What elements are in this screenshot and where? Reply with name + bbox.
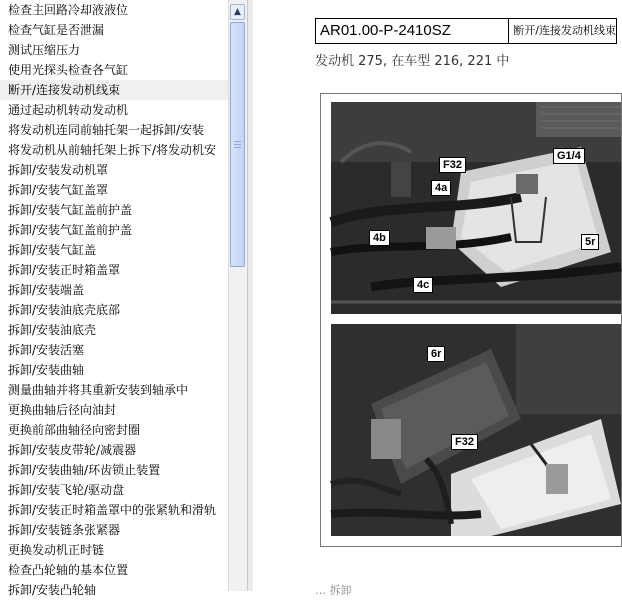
engine-photo-bottom: [331, 324, 621, 536]
toc-item[interactable]: 更换发动机正时链: [8, 543, 105, 557]
toc-item[interactable]: 通过起动机转动发动机: [8, 103, 129, 117]
engine-harness-figure: [320, 93, 622, 547]
document-page: [253, 0, 616, 597]
toc-panel: [0, 0, 248, 597]
callout-label: 5r: [581, 234, 599, 250]
toc-item[interactable]: 使用光探头检查各气缸: [8, 63, 129, 77]
callout-label: F32: [451, 434, 478, 450]
toc-item[interactable]: 拆卸/安装皮带轮/减震器: [8, 443, 137, 457]
scrollbar-thumb[interactable]: [230, 22, 245, 267]
callout-label: 4b: [369, 230, 390, 246]
toc-item[interactable]: 将发动机从前轴托架上拆下/将发动机安: [8, 143, 217, 157]
callout-label: 4c: [413, 277, 433, 293]
toc-item[interactable]: 拆卸/安装气缸盖前护盖: [8, 203, 133, 217]
toc-item[interactable]: 拆卸/安装端盖: [8, 283, 85, 297]
document-code: AR01.00-P-2410SZ: [316, 19, 509, 43]
toc-list: [0, 0, 228, 597]
toc-item[interactable]: 更换曲轴后径向油封: [8, 403, 117, 417]
toc-item[interactable]: 检查主回路冷却液液位: [8, 3, 129, 17]
toc-item[interactable]: 拆卸/安装曲轴/环齿锁止装置: [8, 463, 161, 477]
callout-label: G1/4: [553, 148, 585, 164]
toc-item[interactable]: 拆卸/安装正时箱盖罩中的张紧轨和滑轨: [8, 503, 217, 517]
scroll-up-arrow-icon[interactable]: ▲: [230, 4, 245, 20]
document-subtitle: 发动机 275, 在车型 216, 221 中: [315, 54, 510, 69]
document-viewer: [248, 0, 616, 597]
toc-item[interactable]: 检查凸轮轴的基本位置: [8, 563, 129, 577]
toc-item[interactable]: 断开/连接发动机线束: [0, 80, 228, 100]
toc-item[interactable]: 拆卸/安装凸轮轴: [8, 583, 97, 597]
callout-label: 6r: [427, 346, 445, 362]
toc-item[interactable]: 拆卸/安装油底壳底部: [8, 303, 121, 317]
toc-item[interactable]: 拆卸/安装曲轴: [8, 363, 85, 377]
toc-item[interactable]: 拆卸/安装油底壳: [8, 323, 97, 337]
toc-scrollbar[interactable]: [228, 0, 247, 591]
document-title: 断开/连接发动机线束: [513, 24, 616, 37]
toc-item[interactable]: 拆卸/安装正时箱盖罩: [8, 263, 121, 277]
toc-item[interactable]: 拆卸/安装气缸盖前护盖: [8, 223, 133, 237]
toc-item[interactable]: 拆卸/安装气缸盖: [8, 243, 97, 257]
toc-item[interactable]: 将发动机连同前轴托架一起拆卸/安装: [8, 123, 205, 137]
toc-item[interactable]: 检查气缸是否泄漏: [8, 23, 105, 37]
toc-item[interactable]: 拆卸/安装链条张紧器: [8, 523, 121, 537]
engine-photo-top: [331, 102, 621, 314]
toc-item[interactable]: 测量曲轴并将其重新安装到轴承中: [8, 383, 189, 397]
toc-item[interactable]: 拆卸/安装发动机罩: [8, 163, 109, 177]
callout-label: 4a: [431, 180, 451, 196]
toc-item[interactable]: 拆卸/安装活塞: [8, 343, 85, 357]
document-header: [315, 18, 617, 44]
section-text: … 拆卸: [315, 584, 352, 597]
toc-item[interactable]: 测试压缩压力: [8, 43, 81, 57]
toc-item[interactable]: 拆卸/安装气缸盖罩: [8, 183, 109, 197]
toc-item[interactable]: 更换前部曲轴径向密封圈: [8, 423, 141, 437]
callout-label: F32: [439, 157, 466, 173]
toc-item[interactable]: 拆卸/安装飞轮/驱动盘: [8, 483, 125, 497]
